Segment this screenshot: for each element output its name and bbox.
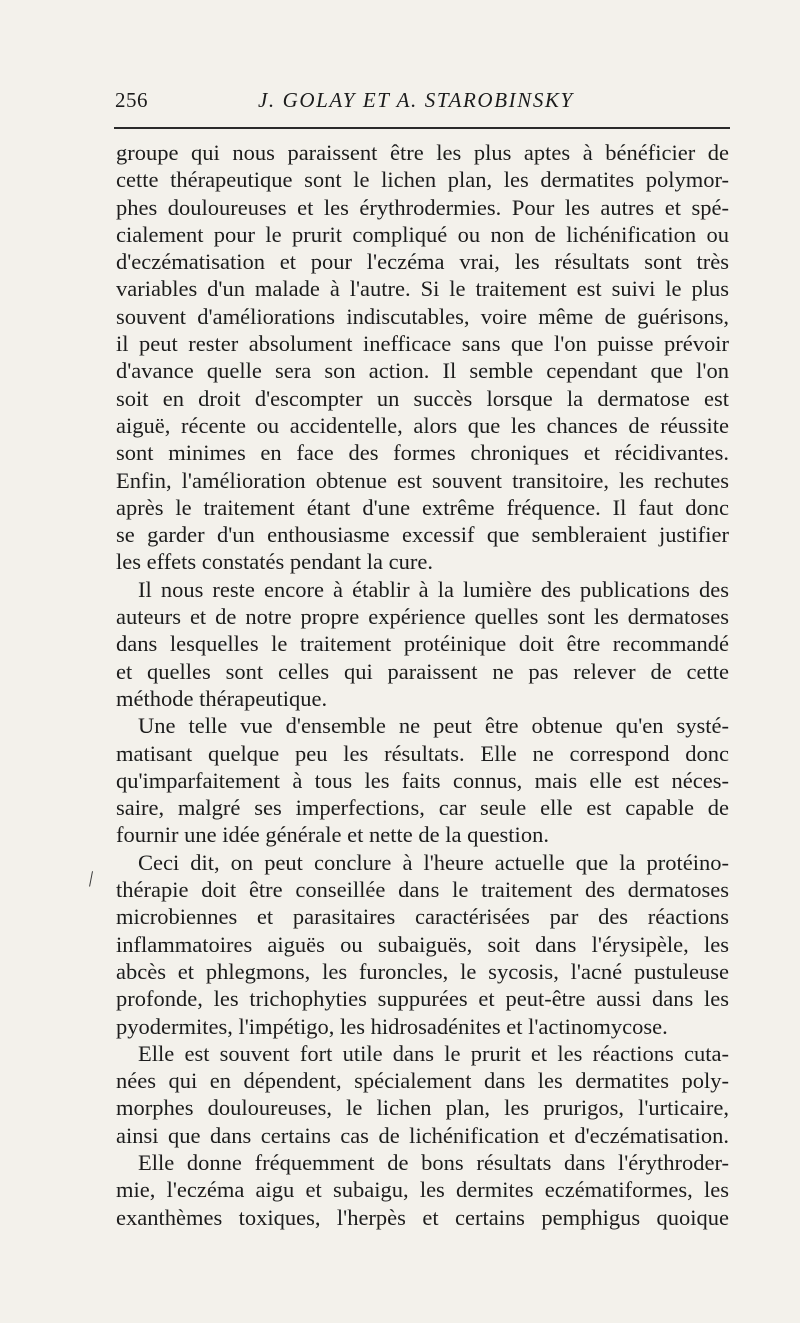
text-line: morphes douloureuses, le lichen plan, les prurigos, l'urticaire, xyxy=(116,1095,729,1121)
text-line: inflammatoires aiguës ou subaiguës, soit dans l'érysipèle, les xyxy=(116,931,729,957)
text-line: Elle est souvent fort utile dans le prurit et les réactions cuta- xyxy=(138,1040,729,1066)
text-line: Ceci dit, on peut conclure à l'heure actuelle que la protéino- xyxy=(138,849,729,875)
text-line: méthode thérapeutique. xyxy=(116,685,328,711)
text-line: Une telle vue d'ensemble ne peut être obtenue qu'en systé- xyxy=(138,713,729,739)
text-line: mie, l'eczéma aigu et subaigu, les dermites eczématiformes, les xyxy=(116,1177,729,1203)
text-line: Il nous reste encore à établir à la lumière des publications des xyxy=(138,576,729,602)
text-line: saire, malgré ses imperfections, car seule elle est capable de xyxy=(116,795,729,821)
text-line: Enfin, l'amélioration obtenue est souvent transitoire, les rechutes xyxy=(116,467,729,493)
text-line: profonde, les trichophyties suppurées et peut-être aussi dans les xyxy=(116,986,729,1012)
margin-mark: / xyxy=(86,865,96,892)
text-line: pyodermites, l'impétigo, les hidrosadénites et l'actinomycose. xyxy=(116,1013,668,1039)
text-line: aiguë, récente ou accidentelle, alors que les chances de réussite xyxy=(116,412,729,438)
text-line: fournir une idée générale et nette de la question. xyxy=(116,822,549,848)
text-line: Elle donne fréquemment de bons résultats dans l'érythroder- xyxy=(138,1149,729,1175)
text-line: et quelles sont celles qui paraissent ne pas relever de cette xyxy=(116,658,729,684)
text-line: exanthèmes toxiques, l'herpès et certains pemphigus quoique xyxy=(116,1204,729,1230)
text-line: cette thérapeutique sont le lichen plan, les dermatites polymor- xyxy=(116,167,729,193)
body-text xyxy=(116,139,729,1231)
text-line: matisant quelque peu les résultats. Elle ne correspond donc xyxy=(116,740,729,766)
text-line: nées qui en dépendent, spécialement dans les dermatites poly- xyxy=(116,1068,729,1094)
text-line: souvent d'améliorations indiscutables, voire même de guérisons, xyxy=(116,303,729,329)
text-line: sont minimes en face des formes chroniques et récidivantes. xyxy=(116,440,729,466)
text-line: après le traitement étant d'une extrême fréquence. Il faut donc xyxy=(116,494,729,520)
header-rule xyxy=(114,127,730,129)
text-line: groupe qui nous paraissent être les plus aptes à bénéficier de xyxy=(116,140,729,165)
text-line: se garder d'un enthousiasme excessif que sembleraient justifier xyxy=(116,522,729,548)
text-line: cialement pour le prurit compliqué ou non de lichénification ou xyxy=(116,221,729,247)
text-line: microbiennes et parasitaires caractérisées par des réactions xyxy=(116,904,729,930)
text-line: il peut rester absolument inefficace sans que l'on puisse prévoir xyxy=(116,331,729,357)
text-line: qu'imparfaitement à tous les faits connus, mais elle est néces- xyxy=(116,767,729,793)
page-number: 256 xyxy=(115,88,148,112)
text-line: d'eczématisation et pour l'eczéma vrai, les résultats sont très xyxy=(116,249,729,275)
running-head: J. GOLAY ET A. STAROBINSKY xyxy=(258,88,574,112)
text-line: ainsi que dans certains cas de lichénification et d'eczématisation. xyxy=(116,1122,729,1148)
text-line: auteurs et de notre propre expérience quelles sont les dermatoses xyxy=(116,604,729,630)
text-line: soit en droit d'escompter un succès lorsque la dermatose est xyxy=(116,385,729,411)
text-line: abcès et phlegmons, les furoncles, le sycosis, l'acné pustuleuse xyxy=(116,958,729,984)
text-line: dans lesquelles le traitement protéinique doit être recommandé xyxy=(116,631,729,657)
text-line: thérapie doit être conseillée dans le traitement des dermatoses xyxy=(116,877,729,903)
text-line: les effets constatés pendant la cure. xyxy=(116,549,433,575)
text-line: phes douloureuses et les érythrodermies. Pour les autres et spé- xyxy=(116,194,729,220)
text-line: variables d'un malade à l'autre. Si le traitement est suivi le plus xyxy=(116,276,729,302)
text-line: d'avance quelle sera son action. Il semble cependant que l'on xyxy=(116,358,729,384)
